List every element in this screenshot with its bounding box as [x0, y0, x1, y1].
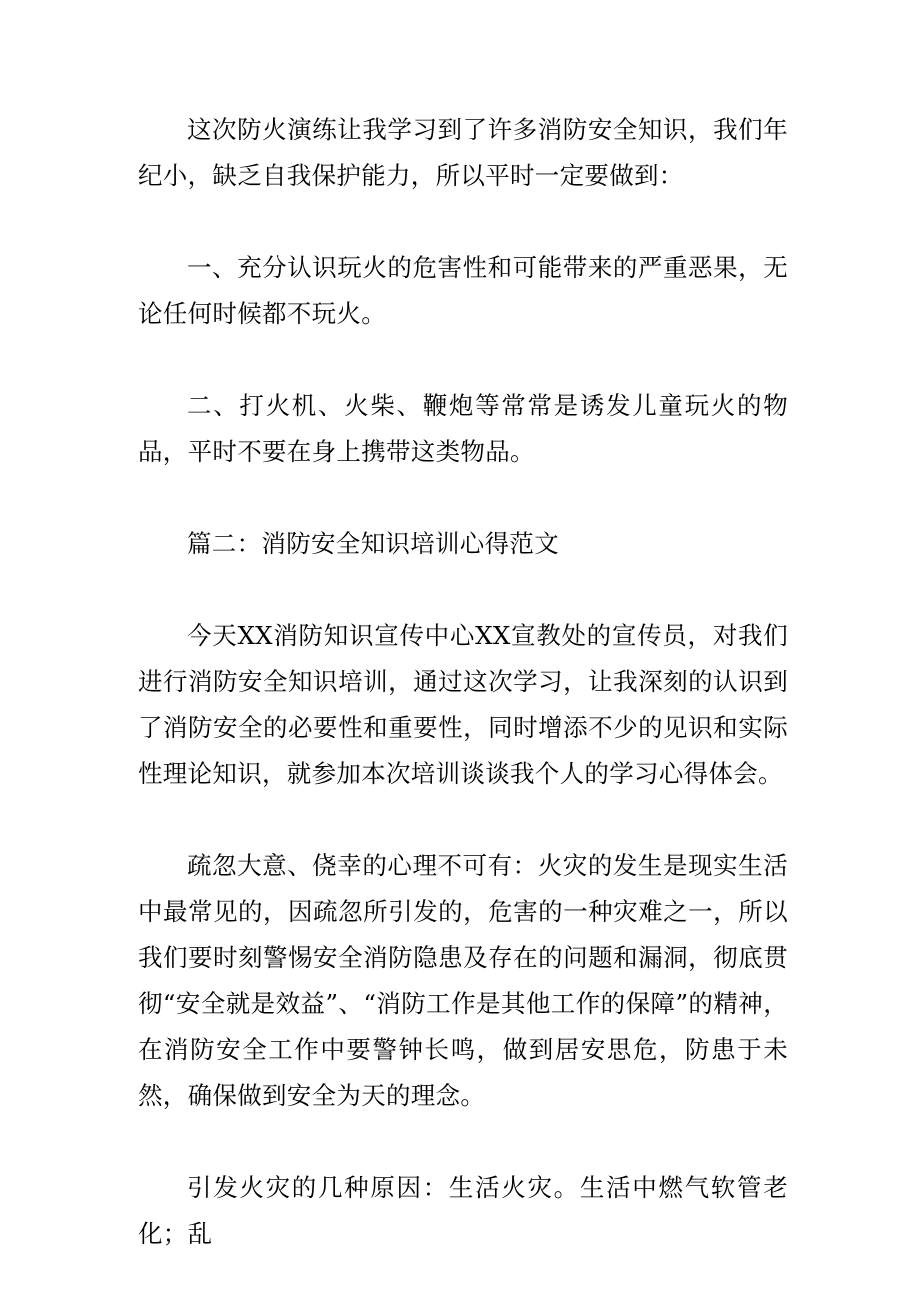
paragraph-carelessness: 疏忽大意、侥幸的心理不可有：火灾的发生是现实生活中最常见的，因疏忽所引发的，危害的一种灾难之一，所以我们要时刻警惕安全消防隐患及存在的问题和漏洞，彻底贯彻“安全就是效益”、“消防工作是其他工作的保障”的精神，在消防安全工作中要警钟长鸣，做到居安思危，防患于未然，确保做到安全为天的理念。: [138, 851, 788, 1110]
paragraph-intro: 这次防火演练让我学习到了许多消防安全知识，我们年纪小，缺乏自我保护能力，所以平时一定要做到：: [138, 115, 788, 190]
paragraph-rule-two: 二、打火机、火柴、鞭炮等常常是诱发儿童玩火的物品，平时不要在身上携带这类物品。: [138, 391, 788, 466]
section-heading: 篇二：消防安全知识培训心得范文: [187, 529, 559, 558]
paragraph-training: 今天XX消防知识宣传中心XX宣教处的宣传员，对我们进行消防安全知识培训，通过这次学习，让我深刻的认识到了消防安全的必要性和重要性，同时增添不少的见识和实际性理论知识，就参加本次培训谈谈我个人的学习心得体会。: [138, 621, 788, 788]
document-body: [138, 107, 788, 1303]
paragraph-rule-one: 一、充分认识玩火的危害性和可能带来的严重恶果，无论任何时候都不玩火。: [138, 253, 788, 328]
paragraph-fire-causes: 引发火灾的几种原因：生活火灾。生活中燃气软管老化；乱: [138, 1173, 788, 1248]
